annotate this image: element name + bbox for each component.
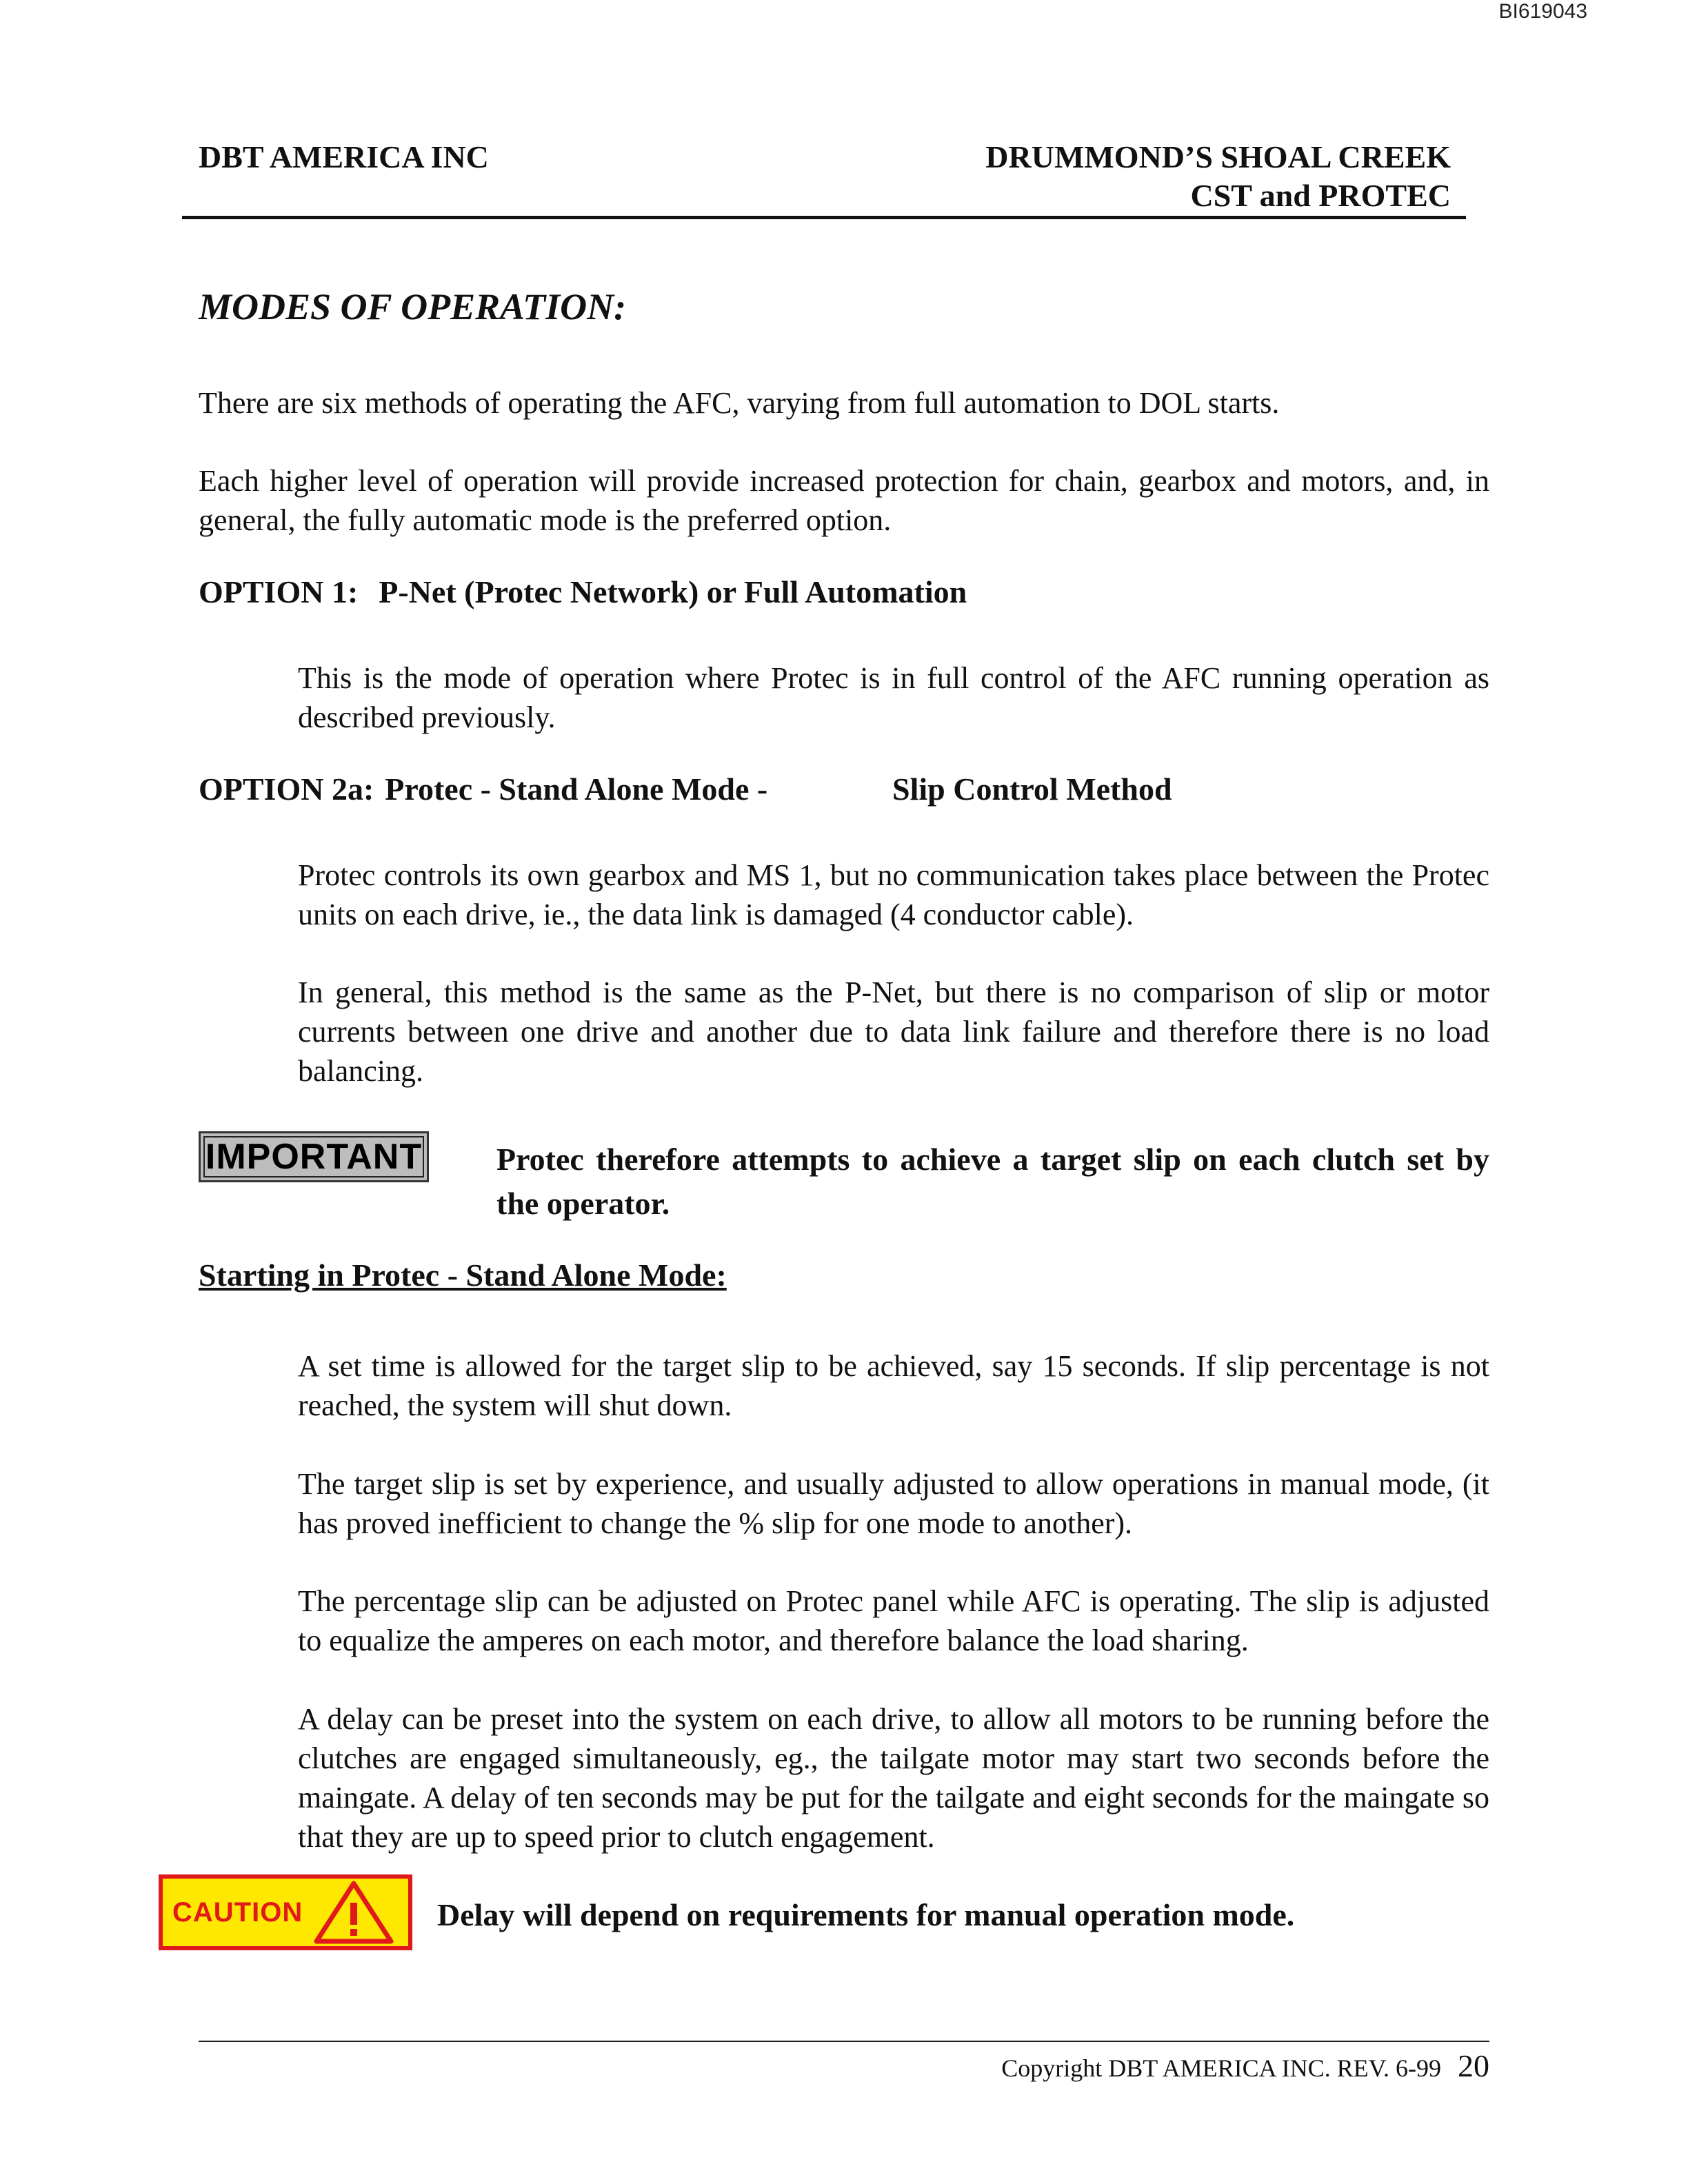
site-name: DRUMMOND’S SHOAL CREEK (985, 139, 1451, 174)
important-note: Protec therefore attempts to achieve a target slip on each clutch set by the operator. (496, 1142, 1489, 1221)
company-name: DBT AMERICA INC (199, 139, 489, 174)
warning-triangle-icon (312, 1879, 395, 1945)
page-number: 20 (1458, 2048, 1489, 2083)
intro-paragraph-1: There are six methods of operating the AFC, varying from full automation to DOL starts. (199, 386, 1280, 420)
caution-badge-label: CAUTION (172, 1897, 303, 1928)
option2a-title: Protec - Stand Alone Mode - (385, 771, 768, 807)
option1-heading (199, 574, 967, 610)
caution-note: Delay will depend on requirements for manual operation mode. (437, 1897, 1295, 1932)
header-right (985, 138, 1451, 215)
starting-paragraph-2: The target slip is set by experience, and usually adjusted to allow operations in manual mode, (it has proved inefficient to change the % slip for one mode to another). (298, 1467, 1489, 1540)
option2a-method: Slip Control Method (892, 771, 1172, 807)
starting-paragraph-4: A delay can be preset into the system on each drive, to allow all motors to be running before the clutches are engaged simultaneously, eg., the tailgate motor may start two seconds before the maingate. A delay of ten seconds may be put for the tailgate and eight seconds for the maingate so that they are up to speed prior to clutch engagement. (298, 1702, 1489, 1854)
option2a-paragraph-2: In general, this method is the same as the P-Net, but there is no comparison of slip or motor currents between one drive and another due to data link failure and therefore there is no load balancing. (298, 975, 1489, 1088)
copyright-text: Copyright DBT AMERICA INC. REV. 6-99 (1001, 2054, 1441, 2082)
starting-heading: Starting in Protec - Stand Alone Mode: (199, 1257, 727, 1293)
important-badge (199, 1131, 429, 1182)
option2a-heading (199, 771, 1172, 807)
option2a-label: OPTION 2a: (199, 771, 374, 807)
footer (1001, 2048, 1489, 2084)
system-name: CST and PROTEC (1190, 178, 1451, 213)
starting-paragraph-1: A set time is allowed for the target slip to be achieved, say 15 seconds. If slip percentage is not reached, the system will shut down. (298, 1349, 1489, 1422)
footer-rule (199, 2041, 1489, 2042)
document-id: BI619043 (1498, 0, 1587, 23)
caution-badge (159, 1874, 412, 1950)
option1-label: OPTION 1: (199, 574, 359, 609)
important-badge-label: IMPORTANT (203, 1136, 424, 1177)
option1-title: P-Net (Protec Network) or Full Automation (379, 574, 967, 609)
intro-paragraph-2: Each higher level of operation will provide increased protection for chain, gearbox and motors, and, in general, the fully automatic mode is the preferred option. (199, 464, 1489, 537)
page-title: MODES OF OPERATION: (199, 286, 627, 327)
header-rule (182, 216, 1466, 219)
starting-paragraph-3: The percentage slip can be adjusted on Protec panel while AFC is operating. The slip is adjusted to equalize the amperes on each motor, and therefore balance the load sharing. (298, 1584, 1489, 1657)
option1-paragraph: This is the mode of operation where Protec is in full control of the AFC running operation as described previously. (298, 661, 1489, 734)
option2a-paragraph-1: Protec controls its own gearbox and MS 1, but no communication takes place between the Protec units on each drive, ie., the data link is damaged (4 conductor cable). (298, 858, 1489, 931)
